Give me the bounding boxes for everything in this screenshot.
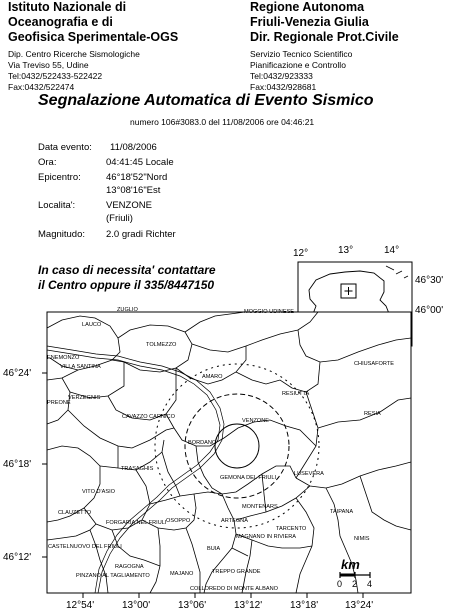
- region-fax: Fax:0432/928681: [250, 82, 317, 92]
- epicenter-longitude: 13°08'16"Est: [106, 185, 161, 196]
- contact-line-2: il Centro oppure il 335/8447150: [38, 278, 215, 292]
- place-label: LAUCO: [82, 322, 102, 328]
- place-label: FORGARIA NEL FRIULI: [106, 520, 167, 526]
- main-lon-labels: [66, 600, 373, 611]
- event-date-label: Data evento:: [38, 142, 92, 153]
- place-label: BUIA: [207, 546, 221, 552]
- place-label: RESIUTTA: [282, 391, 310, 397]
- place-label: RAGOGNA: [115, 564, 144, 570]
- place-label: VILLA SANTINA: [60, 364, 101, 370]
- document-title: Segnalazione Automatica di Evento Sismico: [38, 92, 374, 109]
- main-lon-label: 13°18': [290, 600, 319, 611]
- place-label: BORDANO: [188, 440, 217, 446]
- place-label: RESIA: [364, 411, 381, 417]
- institute-department: Dip. Centro Ricerche Sismologiche: [8, 49, 140, 59]
- place-label: PINZANO AL TAGLIAMENTO: [76, 573, 150, 579]
- scale-unit-label: km: [341, 557, 360, 572]
- scale-tick-label: 2: [352, 579, 358, 589]
- place-label: COLLOREDO DI MONTE ALBANO: [190, 586, 278, 592]
- main-lat-label: 46°18': [3, 459, 32, 470]
- place-label: ARTEGNA: [221, 518, 248, 524]
- scale-tick-label: 0: [337, 579, 343, 589]
- locality-province: (Friuli): [106, 213, 133, 224]
- locality-label: Localita':: [38, 200, 76, 211]
- scale-bar-fill: [340, 574, 355, 577]
- place-label: MOGGIO UDINESE: [244, 309, 295, 315]
- institute-name-line-1: Istituto Nazionale di: [8, 0, 127, 14]
- place-label: TRASAGHIS: [121, 466, 154, 472]
- event-date-value: 11/08/2006: [110, 142, 157, 153]
- place-label: CAVAZZO CARNICO: [122, 414, 175, 420]
- place-label: TAIPANA: [330, 509, 354, 515]
- main-lon-label: 13°00': [122, 600, 151, 611]
- main-lat-label: 46°12': [3, 552, 32, 563]
- event-time-value: 04:41:45 Locale: [106, 157, 174, 168]
- event-time-label: Ora:: [38, 157, 57, 168]
- place-label: TARCENTO: [276, 526, 307, 532]
- inset-lat-label: 46°00': [415, 305, 444, 316]
- main-lat-labels: [3, 368, 31, 563]
- region-name-line-3: Dir. Regionale Prot.Civile: [250, 30, 399, 44]
- place-label: PREONE: [47, 400, 71, 406]
- inset-lon-label: 14°: [384, 245, 400, 256]
- place-label: TREPPO GRANDE: [212, 569, 261, 575]
- place-label: MONTENARS: [242, 504, 278, 510]
- region-planning: Pianificazione e Controllo: [250, 60, 346, 70]
- main-lon-label: 13°06': [178, 600, 207, 611]
- place-label: ENEMONZO: [47, 355, 80, 361]
- place-label: VENZONE: [242, 418, 270, 424]
- report-number: numero 106#3083.0 del 11/08/2006 ore 04:46:21: [130, 117, 315, 127]
- main-lon-label: 13°24': [345, 600, 374, 611]
- place-label: VERZEGNIS: [68, 395, 101, 401]
- region-service: Servizio Tecnico Scientifico: [250, 49, 353, 59]
- place-label: MAJANO: [170, 571, 194, 577]
- contact-line-1: In caso di necessita' contattare: [38, 263, 216, 277]
- region-phone: Tel:0432/923333: [250, 71, 313, 81]
- inset-lon-label: 13°: [338, 245, 354, 256]
- inset-lat-label: 46°30': [415, 275, 444, 286]
- place-label: VITO D'ASIO: [82, 489, 115, 495]
- main-lon-label: 13°12': [234, 600, 263, 611]
- place-label: TOLMEZZO: [146, 342, 177, 348]
- institute-fax: Fax:0432/522474: [8, 82, 75, 92]
- inset-lon-label: 12°: [293, 248, 309, 259]
- place-label: LUSEVERA: [294, 471, 324, 477]
- institute-name-line-2: Oceanografia e di: [8, 15, 113, 29]
- place-label: CHIUSAFORTE: [354, 361, 394, 367]
- epicenter-latitude: 46°18'52"Nord: [106, 172, 168, 183]
- main-lon-label: 12°54': [66, 600, 95, 611]
- main-lat-label: 46°24': [3, 368, 32, 379]
- place-label: CASTELNUOVO DEL FRIULI: [48, 544, 122, 550]
- place-label: ZUGLIO: [117, 307, 138, 313]
- scale-tick-label: 4: [367, 579, 373, 589]
- place-label: NIMIS: [354, 536, 370, 542]
- main-map-frame: [47, 312, 411, 593]
- institute-address: Via Treviso 55, Udine: [8, 60, 89, 70]
- magnitude-label: Magnitudo:: [38, 229, 86, 240]
- place-label: GEMONA DEL FRIULI: [220, 475, 277, 481]
- region-name-line-1: Regione Autonoma: [250, 0, 365, 14]
- place-label: OSOPPO: [166, 518, 191, 524]
- region-name-line-2: Friuli-Venezia Giulia: [250, 15, 369, 29]
- epicenter-label: Epicentro:: [38, 172, 81, 183]
- place-label: AMARO: [202, 374, 223, 380]
- institute-phone: Tel:0432/522433-522422: [8, 71, 103, 81]
- locality-value: VENZONE: [106, 200, 152, 211]
- institute-name-line-3: Geofisica Sperimentale-OGS: [8, 30, 179, 44]
- place-label: CLAUZETTO: [58, 510, 92, 516]
- magnitude-value: 2.0 gradi Richter: [106, 229, 176, 240]
- place-label: MAGNANO IN RIVIERA: [236, 534, 296, 540]
